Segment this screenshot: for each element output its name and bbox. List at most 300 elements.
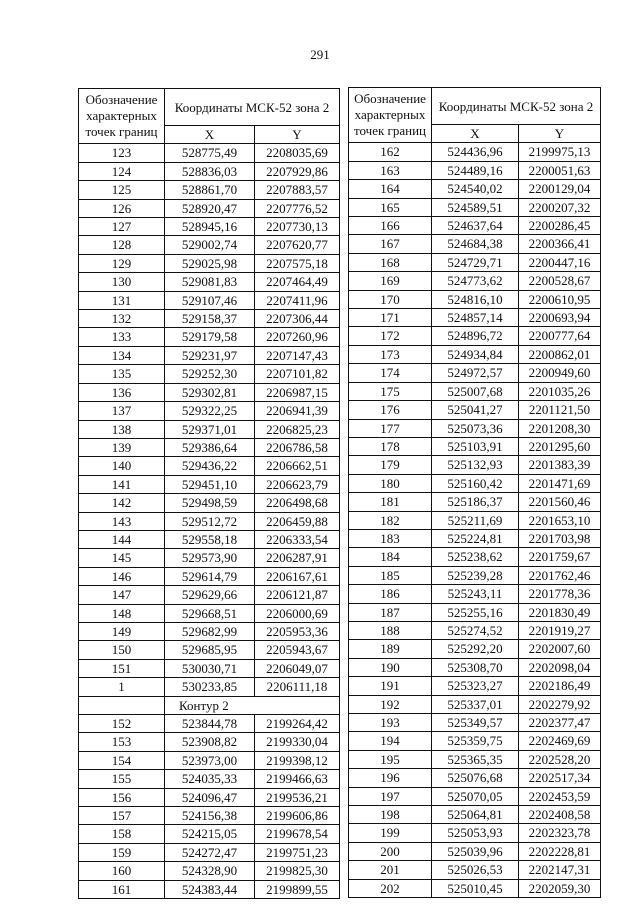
point-number: 134 [79, 346, 165, 364]
y-value: 2206049,07 [255, 659, 340, 677]
table-row [349, 603, 601, 621]
x-value: 525007,68 [432, 382, 519, 400]
x-value: 524637,64 [432, 217, 519, 235]
y-value: 2201703,98 [519, 529, 601, 547]
table-row [349, 272, 601, 290]
table-row [79, 402, 340, 420]
point-number: 173 [349, 345, 432, 363]
table-row [79, 586, 340, 604]
left-table-body [79, 144, 340, 696]
table-row [79, 567, 340, 585]
point-number: 123 [79, 144, 165, 162]
x-value: 524035,33 [165, 770, 255, 788]
table-row [349, 345, 601, 363]
y-value: 2206662,51 [255, 457, 340, 475]
point-number: 143 [79, 512, 165, 530]
coords-header: Координаты МСК-52 зона 2 [432, 88, 601, 125]
table-row [79, 788, 340, 806]
point-number: 178 [349, 437, 432, 455]
table-row [79, 365, 340, 383]
x-value: 525211,69 [432, 511, 519, 529]
point-number: 198 [349, 806, 432, 824]
y-header: Y [255, 126, 340, 144]
x-value: 529512,72 [165, 512, 255, 530]
y-value: 2206459,88 [255, 512, 340, 530]
table-row [349, 401, 601, 419]
contour-label: Контур 2 [165, 696, 340, 714]
left-table-body-after-contour [79, 715, 340, 899]
table-row [79, 236, 340, 254]
x-value: 529302,81 [165, 383, 255, 401]
x-value: 525243,11 [432, 585, 519, 603]
table-row [349, 842, 601, 860]
table-row [79, 254, 340, 272]
table-row [349, 806, 601, 824]
y-value: 2200949,60 [519, 364, 601, 382]
table-row [349, 621, 601, 639]
x-value: 528775,49 [165, 144, 255, 162]
x-value: 524383,44 [165, 880, 255, 898]
y-value: 2200862,01 [519, 345, 601, 363]
y-value: 2208035,69 [255, 144, 340, 162]
x-value: 525255,16 [432, 603, 519, 621]
table-row [349, 585, 601, 603]
table-row [79, 218, 340, 236]
table-row [79, 494, 340, 512]
y-value: 2201778,36 [519, 585, 601, 603]
y-value: 2206987,15 [255, 383, 340, 401]
point-number: 139 [79, 438, 165, 456]
point-number: 166 [349, 217, 432, 235]
point-number: 146 [79, 567, 165, 585]
y-value: 2201471,69 [519, 474, 601, 492]
x-value: 529025,98 [165, 254, 255, 272]
point-number: 191 [349, 677, 432, 695]
coordinates-table-left [78, 88, 340, 899]
point-number: 165 [349, 198, 432, 216]
table-row [349, 566, 601, 584]
x-value: 525349,57 [432, 714, 519, 732]
x-value: 529573,90 [165, 549, 255, 567]
point-number: 128 [79, 236, 165, 254]
point-number: 179 [349, 456, 432, 474]
point-number: 129 [79, 254, 165, 272]
y-value: 2202007,60 [519, 640, 601, 658]
table-row [79, 144, 340, 162]
point-number: 156 [79, 788, 165, 806]
y-value: 2199330,04 [255, 733, 340, 751]
x-value: 524589,51 [432, 198, 519, 216]
table-row [79, 199, 340, 217]
y-value: 2202453,59 [519, 787, 601, 805]
y-value: 2206000,69 [255, 604, 340, 622]
table-row [349, 161, 601, 179]
x-value: 529252,30 [165, 365, 255, 383]
point-number: 153 [79, 733, 165, 751]
y-value: 2207883,57 [255, 181, 340, 199]
point-number: 196 [349, 769, 432, 787]
y-value: 2200610,95 [519, 290, 601, 308]
table-row [79, 733, 340, 751]
table-row [349, 253, 601, 271]
table-row [79, 604, 340, 622]
table-row [79, 346, 340, 364]
y-value: 2199899,55 [255, 880, 340, 898]
table-row [349, 640, 601, 658]
x-value: 525103,91 [432, 437, 519, 455]
contour-section [79, 696, 340, 714]
table-row [79, 770, 340, 788]
y-value: 2205953,36 [255, 622, 340, 640]
point-number: 127 [79, 218, 165, 236]
x-value: 525010,45 [432, 879, 519, 897]
table-row [349, 198, 601, 216]
coordinates-table-right [348, 87, 601, 898]
table-row [79, 825, 340, 843]
y-value: 2199751,23 [255, 843, 340, 861]
point-number: 151 [79, 659, 165, 677]
y-value: 2200051,63 [519, 161, 601, 179]
x-value: 524896,72 [432, 327, 519, 345]
point-number: 180 [349, 474, 432, 492]
point-number: 145 [79, 549, 165, 567]
point-number: 171 [349, 309, 432, 327]
x-header: X [165, 126, 255, 144]
point-number: 172 [349, 327, 432, 345]
table-row [79, 438, 340, 456]
point-label-header: Обозначение характерных точек границ [349, 88, 432, 143]
table-row [79, 549, 340, 567]
point-number: 126 [79, 199, 165, 217]
table-row [349, 419, 601, 437]
y-value: 2207101,82 [255, 365, 340, 383]
table-row [79, 751, 340, 769]
y-value: 2206167,61 [255, 567, 340, 585]
y-value: 2202147,31 [519, 861, 601, 879]
point-number: 168 [349, 253, 432, 271]
x-value: 525064,81 [432, 806, 519, 824]
y-value: 2201762,46 [519, 566, 601, 584]
table-row [79, 659, 340, 677]
table-row [349, 879, 601, 897]
table-row [349, 861, 601, 879]
y-value: 2206111,18 [255, 678, 340, 696]
y-value: 2199536,21 [255, 788, 340, 806]
x-value: 525160,42 [432, 474, 519, 492]
table-row [79, 328, 340, 346]
table-row [79, 512, 340, 530]
y-value: 2200129,04 [519, 180, 601, 198]
point-number: 183 [349, 529, 432, 547]
table-row [349, 787, 601, 805]
point-number: 194 [349, 732, 432, 750]
table-row [79, 291, 340, 309]
x-value: 525238,62 [432, 548, 519, 566]
y-value: 2201208,30 [519, 419, 601, 437]
y-value: 2207730,13 [255, 218, 340, 236]
table-row [349, 143, 601, 161]
y-value: 2202279,92 [519, 695, 601, 713]
table-row [79, 880, 340, 898]
x-value: 525026,53 [432, 861, 519, 879]
point-number: 124 [79, 162, 165, 180]
x-value: 524156,38 [165, 807, 255, 825]
y-value: 2199264,42 [255, 715, 340, 733]
x-value: 524972,57 [432, 364, 519, 382]
point-number: 202 [349, 879, 432, 897]
y-value: 2199466,63 [255, 770, 340, 788]
table-row [349, 677, 601, 695]
y-value: 2207620,77 [255, 236, 340, 254]
x-value: 529682,99 [165, 622, 255, 640]
table-row [349, 769, 601, 787]
x-value: 529322,25 [165, 402, 255, 420]
x-value: 525308,70 [432, 658, 519, 676]
table-row [349, 548, 601, 566]
y-value: 2201653,10 [519, 511, 601, 529]
y-value: 2201759,67 [519, 548, 601, 566]
x-value: 529614,79 [165, 567, 255, 585]
y-value: 2200528,67 [519, 272, 601, 290]
table-row [79, 843, 340, 861]
table-row [349, 529, 601, 547]
point-number: 182 [349, 511, 432, 529]
table-row [349, 382, 601, 400]
y-value: 2202059,30 [519, 879, 601, 897]
table-row [79, 530, 340, 548]
y-value: 2200693,94 [519, 309, 601, 327]
x-value: 529386,64 [165, 438, 255, 456]
y-value: 2206333,54 [255, 530, 340, 548]
point-number: 189 [349, 640, 432, 658]
x-value: 525053,93 [432, 824, 519, 842]
x-value: 529498,59 [165, 494, 255, 512]
point-number: 163 [349, 161, 432, 179]
y-value: 2202228,81 [519, 842, 601, 860]
table-row [79, 457, 340, 475]
point-number: 133 [79, 328, 165, 346]
point-number: 188 [349, 621, 432, 639]
point-number: 160 [79, 862, 165, 880]
y-value: 2207929,86 [255, 162, 340, 180]
y-value: 2202186,49 [519, 677, 601, 695]
table-row [349, 750, 601, 768]
point-number: 181 [349, 493, 432, 511]
y-value: 2202517,34 [519, 769, 601, 787]
y-value: 2202098,04 [519, 658, 601, 676]
point-number: 142 [79, 494, 165, 512]
point-number: 187 [349, 603, 432, 621]
y-value: 2206287,91 [255, 549, 340, 567]
table-row [79, 678, 340, 696]
x-value: 529668,51 [165, 604, 255, 622]
point-number: 137 [79, 402, 165, 420]
x-value: 529081,83 [165, 273, 255, 291]
x-value: 524436,96 [432, 143, 519, 161]
x-value: 525292,20 [432, 640, 519, 658]
table-row [79, 310, 340, 328]
x-value: 529629,66 [165, 586, 255, 604]
x-value: 525337,01 [432, 695, 519, 713]
table-row [349, 235, 601, 253]
point-number: 136 [79, 383, 165, 401]
point-number: 192 [349, 695, 432, 713]
table-row [349, 658, 601, 676]
x-value: 525070,05 [432, 787, 519, 805]
x-value: 525186,37 [432, 493, 519, 511]
x-value: 525039,96 [432, 842, 519, 860]
x-value: 530030,71 [165, 659, 255, 677]
y-value: 2201919,27 [519, 621, 601, 639]
point-number: 169 [349, 272, 432, 290]
point-number: 200 [349, 842, 432, 860]
y-value: 2199606,86 [255, 807, 340, 825]
y-value: 2201035,26 [519, 382, 601, 400]
table-row [79, 181, 340, 199]
x-value: 528861,70 [165, 181, 255, 199]
table-row [79, 862, 340, 880]
table-row [349, 714, 601, 732]
y-value: 2201295,60 [519, 437, 601, 455]
point-number: 164 [349, 180, 432, 198]
table-row [349, 456, 601, 474]
point-number: 135 [79, 365, 165, 383]
table-row [349, 437, 601, 455]
table-row [79, 162, 340, 180]
point-number: 193 [349, 714, 432, 732]
y-value: 2207260,96 [255, 328, 340, 346]
point-number: 159 [79, 843, 165, 861]
table-row [79, 383, 340, 401]
table-row [79, 715, 340, 733]
point-number: 131 [79, 291, 165, 309]
table-row [79, 622, 340, 640]
point-number: 190 [349, 658, 432, 676]
point-number: 152 [79, 715, 165, 733]
x-value: 525274,52 [432, 621, 519, 639]
y-value: 2202377,47 [519, 714, 601, 732]
y-value: 2200447,16 [519, 253, 601, 271]
x-value: 529179,58 [165, 328, 255, 346]
point-number: 155 [79, 770, 165, 788]
table-row [349, 511, 601, 529]
y-value: 2202323,78 [519, 824, 601, 842]
right-table-body [349, 143, 601, 898]
y-value: 2202469,69 [519, 732, 601, 750]
point-number: 150 [79, 641, 165, 659]
y-value: 2202408,58 [519, 806, 601, 824]
y-value: 2199398,12 [255, 751, 340, 769]
point-number: 157 [79, 807, 165, 825]
point-number: 132 [79, 310, 165, 328]
point-number: 174 [349, 364, 432, 382]
y-value: 2205943,67 [255, 641, 340, 659]
y-header: Y [519, 125, 601, 143]
point-number: 148 [79, 604, 165, 622]
point-number: 147 [79, 586, 165, 604]
point-number: 186 [349, 585, 432, 603]
point-number: 170 [349, 290, 432, 308]
point-number: 185 [349, 566, 432, 584]
point-number: 167 [349, 235, 432, 253]
x-value: 528945,16 [165, 218, 255, 236]
point-number: 158 [79, 825, 165, 843]
x-value: 525132,93 [432, 456, 519, 474]
x-value: 524096,47 [165, 788, 255, 806]
y-value: 2206498,68 [255, 494, 340, 512]
table-row [349, 824, 601, 842]
contour-row [79, 696, 340, 714]
y-value: 2200207,32 [519, 198, 601, 216]
point-number: 140 [79, 457, 165, 475]
x-value: 529436,22 [165, 457, 255, 475]
x-value: 523908,82 [165, 733, 255, 751]
y-value: 2206121,87 [255, 586, 340, 604]
y-value: 2201560,46 [519, 493, 601, 511]
x-value: 529451,10 [165, 475, 255, 493]
x-value: 530233,85 [165, 678, 255, 696]
x-value: 529231,97 [165, 346, 255, 364]
x-value: 524857,14 [432, 309, 519, 327]
point-number: 184 [349, 548, 432, 566]
point-number: 177 [349, 419, 432, 437]
coords-header: Координаты МСК-52 зона 2 [165, 89, 340, 126]
point-number: 195 [349, 750, 432, 768]
table-row [349, 290, 601, 308]
table-row [349, 327, 601, 345]
x-value: 529002,74 [165, 236, 255, 254]
y-value: 2201383,39 [519, 456, 601, 474]
table-row [349, 180, 601, 198]
x-value: 529371,01 [165, 420, 255, 438]
x-value: 525041,27 [432, 401, 519, 419]
point-number: 162 [349, 143, 432, 161]
x-value: 524934,84 [432, 345, 519, 363]
page-number: 291 [310, 47, 330, 62]
x-value: 525224,81 [432, 529, 519, 547]
x-value: 528836,03 [165, 162, 255, 180]
x-value: 525073,36 [432, 419, 519, 437]
table-row [349, 732, 601, 750]
y-value: 2207147,43 [255, 346, 340, 364]
y-value: 2202528,20 [519, 750, 601, 768]
point-number: 197 [349, 787, 432, 805]
point-number: 144 [79, 530, 165, 548]
y-value: 2200366,41 [519, 235, 601, 253]
y-value: 2206825,23 [255, 420, 340, 438]
y-value: 2206786,58 [255, 438, 340, 456]
y-value: 2207575,18 [255, 254, 340, 272]
table-row [349, 474, 601, 492]
table-row [349, 695, 601, 713]
point-number: 201 [349, 861, 432, 879]
x-value: 524816,10 [432, 290, 519, 308]
point-number: 161 [79, 880, 165, 898]
table-row [79, 641, 340, 659]
y-value: 2201830,49 [519, 603, 601, 621]
table-row [79, 475, 340, 493]
x-value: 524729,71 [432, 253, 519, 271]
x-value: 525239,28 [432, 566, 519, 584]
x-value: 529158,37 [165, 310, 255, 328]
x-value: 528920,47 [165, 199, 255, 217]
point-number: 149 [79, 622, 165, 640]
y-value: 2199678,54 [255, 825, 340, 843]
table-row [349, 217, 601, 235]
x-value: 524540,02 [432, 180, 519, 198]
y-value: 2207464,49 [255, 273, 340, 291]
point-number: 125 [79, 181, 165, 199]
